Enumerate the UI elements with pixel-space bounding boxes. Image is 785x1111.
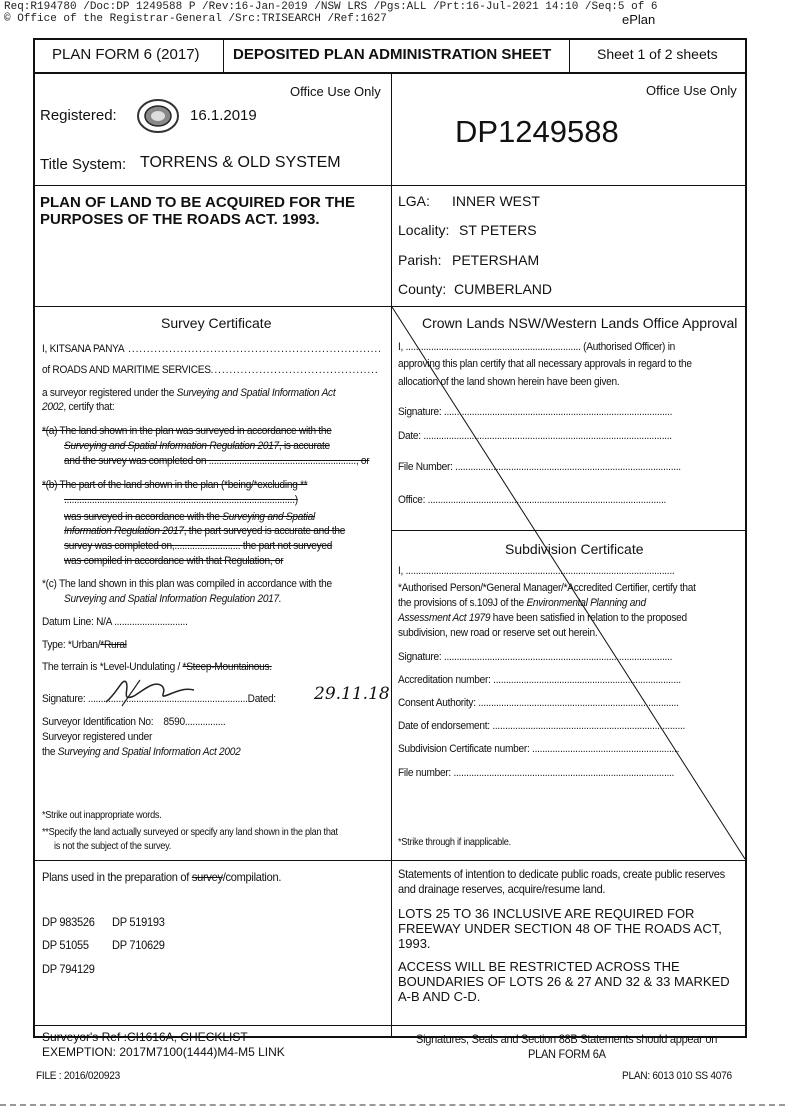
locality-label: Locality: [398,222,450,238]
surveyor-registered-under: Surveyor registered under [42,731,153,743]
crown-file-number: File Number: ......................................................................................... [398,461,681,473]
lga-value: INNER WEST [452,193,540,209]
plans-used-label: Plans used in the preparation of survey/compilation. [42,870,282,884]
clause-b-line-2: ...........................................................................................) [64,494,298,506]
surveyor-signature-label: Signature: ...............................................................Dated: [42,693,276,705]
signatures-note-line-2: PLAN FORM 6A [528,1047,606,1061]
county-label: County: [398,281,447,297]
consent-authority: Consent Authority: ............................................................................... [398,697,679,709]
date-of-endorsement: Date of endorsement: ............................................................................ [398,720,686,732]
statements-intro-1: Statements of intention to dedicate public roads, create public reserves [398,867,725,881]
clause-b-line-4: Information Regulation 2017, the part surveyed is accurate and the [64,525,346,537]
survey-dated: 29.11.18 [314,684,390,704]
registered-date: 16.1.2019 [190,107,257,124]
sheet-title: DEPOSITED PLAN ADMINISTRATION SHEET [233,46,552,63]
title-system: TORRENS & OLD SYSTEM [140,154,341,171]
surveyor-id: Surveyor Identification No: 8590................ [42,716,226,728]
clause-b-line-1: *(b) The part of the land shown in the plan (*being/*excluding ** [42,479,308,491]
statement-2-line-1: ACCESS WILL BE RESTRICTED ACROSS THE [398,959,680,974]
lga-label: LGA: [398,193,430,209]
crown-signature: Signature: .......................................................................................... [398,406,673,418]
statement-1-line-2: FREEWAY UNDER SECTION 48 OF THE ROADS ACT, [398,921,722,936]
subdivision-text-4: subdivision, new road or reserve set out herein. [398,627,598,639]
clause-b-line-3: was surveyed in accordance with the Surveying and Spatial [64,511,315,523]
file-reference: FILE : 2016/020923 [36,1070,120,1082]
clause-b-line-6: was compiled in accordance with that Regulation, or [64,555,284,567]
plan-purpose-line-2: PURPOSES OF THE ROADS ACT. 1993. [40,211,320,228]
clause-b-line-5: survey was completed on,.......................... the part not surveyed [64,540,333,552]
strike-out-note: *Strike out inappropriate words. [42,810,162,821]
clause-a-line-1: *(a) The land shown in the plan was surveyed in accordance with the [42,425,332,437]
surveyor-signature-icon [100,672,200,710]
statement-2-line-2: BOUNDARIES OF LOTS 26 & 27 AND 32 & 33 MARKED [398,974,730,989]
subdivision-i: I, .......................................................................................................... [398,565,675,577]
crown-date: Date: .................................................................................................. [398,430,672,442]
specify-note-line-1: **Specify the land actually surveyed or specify any land shown in the plan that [42,827,338,838]
county-value: CUMBERLAND [454,281,553,297]
plan-reference: PLAN: 6013 010 SS 4076 [622,1070,732,1082]
statement-2-line-3: A-B AND C-D. [398,989,481,1004]
signatures-note-line-1: Signatures, Seals and Section 88B Statements should appear on [416,1032,718,1046]
sheet-count: Sheet 1 of 2 sheets [597,46,718,62]
subdivision-heading: Subdivision Certificate [505,541,644,557]
eplan-label: ePlan [622,12,656,27]
accreditation-number: Accreditation number: .......................................................................... [398,674,681,686]
statement-1-line-3: 1993. [398,936,431,951]
crown-office: Office: .............................................................................................. [398,494,667,506]
parish-value: PETERSHAM [452,252,540,268]
registered-label: Registered: [40,107,117,124]
surveyor-registered-act: the Surveying and Spatial Information Act 2002 [42,746,241,758]
header-line-1: Req:R194780 /Doc:DP 1249588 P /Rev:16-Jan-2019 /NSW LRS /Pgs:ALL /Prt:16-Jul-2021 14:10 /Seq:5 of 6 [4,1,658,13]
statements-intro-2: and drainage reserves, acquire/resume land. [398,882,606,896]
dp-number: DP1249588 [455,114,619,149]
plans-used-dp: DP 794129 [42,962,95,976]
plans-used-dp: DP 51055 [42,938,89,952]
survey-certificate-heading: Survey Certificate [161,315,272,331]
office-use-left: Office Use Only [290,84,381,99]
subdivision-text-2: the provisions of s.109J of the Environmental Planning and [398,597,646,609]
subdivision-signature: Signature: .......................................................................................... [398,651,673,663]
subdivision-certificate-number: Subdivision Certificate number: .......................................................... [398,743,680,755]
parish-label: Parish: [398,252,442,268]
subdivision-text-3: Assessment Act 1979 have been satisfied in relation to the proposed [398,612,687,624]
plans-used-dp: DP 519193 [112,915,165,929]
clause-c-line-1: *(c) The land shown in this plan was compiled in accordance with the [42,578,332,590]
registration-line-2: 2002, certify that: [42,401,115,413]
crown-lands-heading: Crown Lands NSW/Western Lands Office Approval [422,315,738,331]
crown-officer-line: I, ..................................................................... (Authorised Officer) in [398,341,676,353]
registrar-seal-icon [136,98,180,134]
surveyor-ref-line-2: EXEMPTION: 2017M7100(1444)M4-M5 LINK [42,1045,285,1059]
plans-used-dp: DP 983526 [42,915,95,929]
clause-a-line-3: and the survey was completed on .........................................................., or [64,455,370,467]
survey-type: Type: *Urban/*Rural [42,639,127,651]
surveyor-name: I, KITSANA PANYA .................................................................... [42,343,382,355]
plans-used-dp: DP 710629 [112,938,165,952]
surveyor-employer: of ROADS AND MARITIME SERVICES............................................. [42,364,379,376]
form-number: PLAN FORM 6 (2017) [52,46,200,63]
office-use-right: Office Use Only [646,83,737,98]
plan-purpose-line-1: PLAN OF LAND TO BE ACQUIRED FOR THE [40,194,355,211]
crown-text-2: allocation of the land shown herein have been given. [398,376,620,388]
terrain: The terrain is *Level-Undulating / *Steep-Mountainous. [42,661,272,673]
subdivision-file-number: File number: ....................................................................................... [398,767,675,779]
registration-line-1: a surveyor registered under the Surveying and Spatial Information Act [42,387,336,399]
title-system-label: Title System: [40,156,127,173]
locality-value: ST PETERS [459,222,537,238]
surveyor-ref-line-1: Surveyor's Ref :CI1616A, CHECKLIST [42,1030,248,1044]
clause-a-line-2: Surveying and Spatial Information Regulation 2017, is accurate [64,440,330,452]
clause-c-line-2: Surveying and Spatial Information Regulation 2017. [64,593,282,605]
header-line-2: © Office of the Registrar-General /Src:TRISEARCH /Ref:1627 [4,13,387,25]
specify-note-line-2: is not the subject of the survey. [54,841,172,852]
subdivision-text-1: *Authorised Person/*General Manager/*Accredited Certifier, certify that [398,582,696,594]
datum-line: Datum Line: N/A ............................. [42,616,188,628]
crown-text-1: approving this plan certify that all necessary approvals in regard to the [398,358,692,370]
strike-through-note: *Strike through if inapplicable. [398,837,511,848]
statement-1-line-1: LOTS 25 TO 36 INCLUSIVE ARE REQUIRED FOR [398,906,695,921]
